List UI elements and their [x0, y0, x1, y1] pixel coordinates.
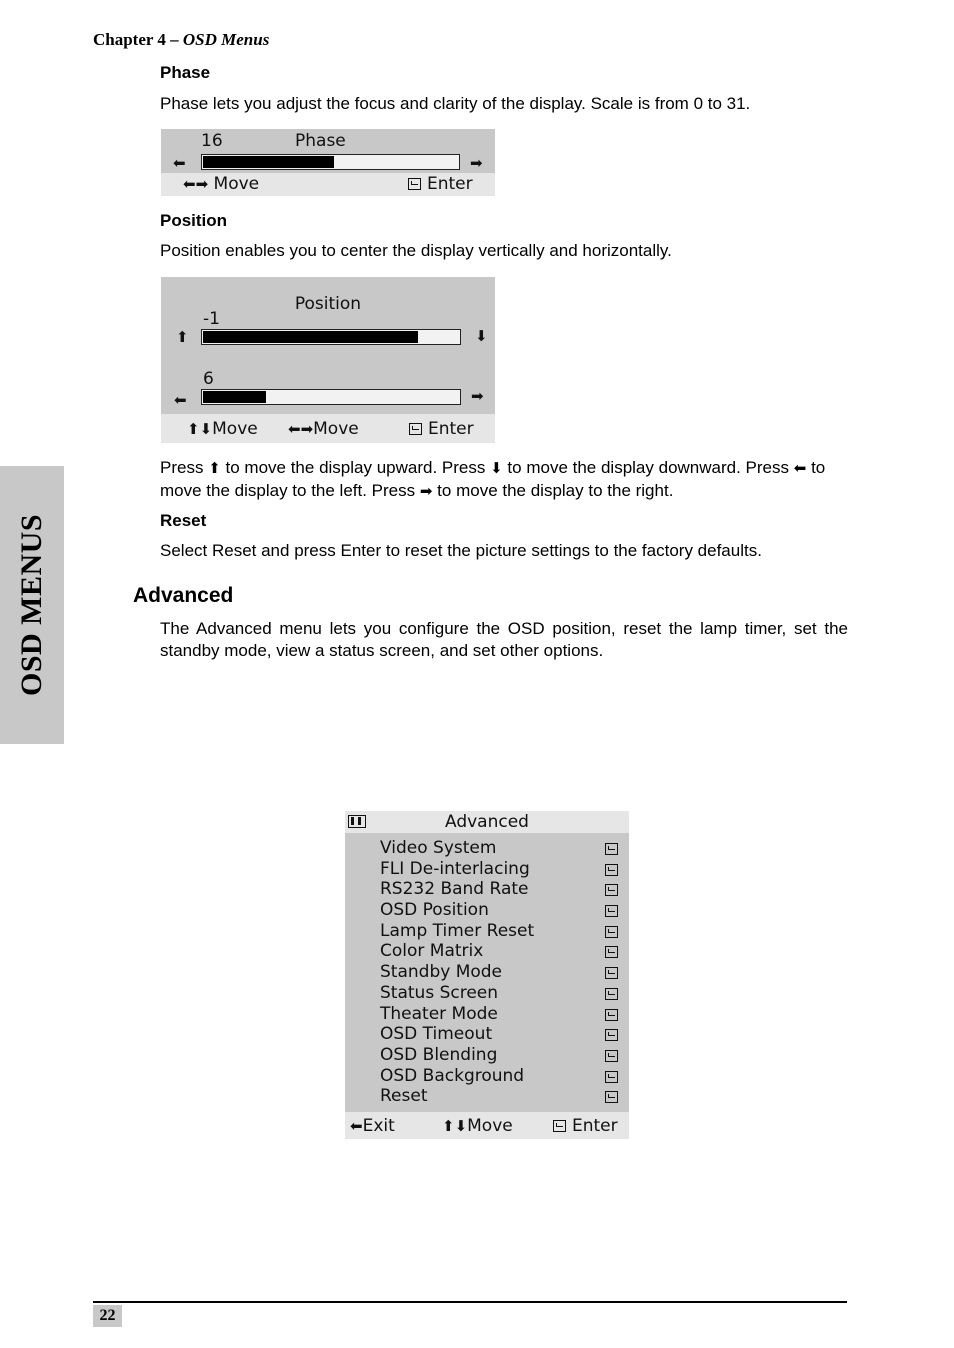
menu-item-label: OSD Background: [380, 1065, 525, 1086]
page-number: 22: [93, 1305, 122, 1327]
menu-item[interactable]: [380, 1045, 620, 1066]
instr-left: to move the display to the left. Press: [160, 458, 826, 500]
enter-icon: [408, 178, 421, 190]
footer-rule: [93, 1301, 847, 1303]
left-arrow-icon: ⬅: [174, 391, 187, 409]
enter-icon: [605, 926, 618, 938]
menu-item-label: Reset: [380, 1086, 428, 1107]
enter-icon: [605, 864, 618, 876]
menu-item-label: FLI De-interlacing: [380, 858, 530, 879]
up-down-arrows-icon: ⬆⬇: [442, 1117, 468, 1135]
exit-label: Exit: [362, 1116, 395, 1136]
position-enter-label: Enter: [428, 419, 474, 439]
side-tab: [0, 466, 64, 744]
phase-description: Phase lets you adjust the focus and clarity of the display. Scale is from 0 to 31.: [160, 94, 751, 113]
reset-heading: Reset: [160, 511, 207, 530]
enter-icon: [605, 988, 618, 1000]
vertical-slider-fill: [203, 331, 418, 343]
left-right-arrows-icon: ⬅➡: [288, 420, 314, 438]
exit-hint[interactable]: [350, 1116, 395, 1136]
menu-item-label: Color Matrix: [380, 941, 484, 962]
up-arrow-icon: ⬆: [208, 460, 221, 477]
menu-item[interactable]: [380, 1024, 620, 1045]
enter-icon: [605, 884, 618, 896]
down-arrow-icon: ⬇: [475, 327, 488, 345]
enter-icon: [409, 423, 422, 435]
menu-item[interactable]: [380, 962, 620, 983]
vertical-move-label: Move: [212, 419, 258, 439]
phase-heading: Phase: [160, 63, 211, 82]
left-arrow-icon: ⬅: [793, 460, 807, 477]
position-heading: Position: [160, 211, 228, 230]
phase-slider-fill: [203, 156, 334, 168]
menu-item[interactable]: [380, 921, 620, 942]
horizontal-value: 6: [203, 369, 214, 389]
advanced-menu-title-bar: [345, 811, 629, 833]
menu-item-label: OSD Timeout: [380, 1024, 493, 1045]
menu-item-label: Standby Mode: [380, 962, 503, 983]
instr-up: to move the display upward. Press: [225, 458, 486, 477]
menu-item[interactable]: [380, 1086, 620, 1107]
menu-item[interactable]: [380, 983, 620, 1004]
menu-item-label: Theater Mode: [380, 1003, 498, 1024]
phase-move-hint: [183, 174, 259, 194]
advanced-menu-footer: [345, 1112, 629, 1139]
menu-item[interactable]: [380, 859, 620, 880]
side-tab-label: OSD MENUS: [15, 513, 48, 697]
vertical-value: -1: [203, 309, 220, 329]
phase-osd-footer: [161, 173, 495, 196]
left-right-arrows-icon: ⬅➡: [183, 175, 209, 193]
menu-item-label: Lamp Timer Reset: [380, 920, 535, 941]
phase-slider[interactable]: [201, 154, 460, 170]
menu-item[interactable]: [380, 879, 620, 900]
advanced-menu-items: [380, 838, 620, 1107]
menu-item[interactable]: [380, 1066, 620, 1087]
horizontal-slider-fill: [203, 391, 266, 403]
position-osd-footer: [161, 414, 495, 443]
right-arrow-icon: ➡: [419, 483, 433, 500]
up-down-arrows-icon: ⬆⬇: [187, 420, 213, 438]
menu-item[interactable]: [380, 941, 620, 962]
move-hint: [442, 1116, 513, 1136]
chapter-label: Chapter 4 –: [93, 30, 179, 49]
enter-icon: [605, 1071, 618, 1083]
phase-value: 16: [201, 131, 223, 151]
enter-icon: [605, 843, 618, 855]
enter-icon: [605, 967, 618, 979]
menu-item[interactable]: [380, 838, 620, 859]
enter-icon: [605, 946, 618, 958]
enter-icon: [605, 1091, 618, 1103]
chapter-header: [93, 30, 269, 50]
enter-icon: [605, 1050, 618, 1062]
advanced-heading: Advanced: [133, 584, 234, 607]
vertical-slider[interactable]: [201, 329, 461, 345]
phase-move-label: Move: [213, 174, 260, 194]
menu-item-label: OSD Position: [380, 900, 489, 921]
enter-icon: [553, 1120, 566, 1132]
right-arrow-icon: ➡: [471, 387, 484, 405]
advanced-menu-title: Advanced: [445, 812, 529, 832]
position-osd-title: Position: [294, 294, 362, 314]
reset-description: Select Reset and press Enter to reset the picture settings to the factory defaults.: [160, 541, 762, 560]
phase-osd-panel: [161, 129, 495, 196]
advanced-menu: [345, 811, 629, 1139]
instr-right: to move the display to the right.: [437, 481, 674, 500]
position-description: Position enables you to center the display vertically and horizontally.: [160, 241, 672, 260]
menu-item[interactable]: [380, 900, 620, 921]
menu-item-label: Status Screen: [380, 982, 499, 1003]
instr-down: to move the display downward. Press: [507, 458, 790, 477]
position-osd-panel: [161, 277, 495, 443]
position-enter-hint: [409, 419, 474, 439]
horizontal-slider[interactable]: [201, 389, 461, 405]
up-arrow-icon: ⬆: [176, 328, 189, 346]
right-arrow-icon: ➡: [470, 154, 483, 172]
enter-label: Enter: [572, 1116, 618, 1136]
move-label: Move: [467, 1116, 513, 1136]
menu-item-label: RS232 Band Rate: [380, 879, 529, 900]
down-arrow-icon: ⬇: [490, 460, 503, 477]
menu-item-label: OSD Blending: [380, 1044, 498, 1065]
advanced-description: The Advanced menu lets you configure the OSD position, reset the lamp timer, set the standby mode, view a status screen, and set other options.: [160, 619, 848, 660]
left-arrow-icon: ⬅: [350, 1117, 363, 1135]
vertical-move-hint: [187, 419, 258, 439]
enter-icon: [605, 905, 618, 917]
phase-osd-title: Phase: [295, 131, 346, 151]
menu-item[interactable]: [380, 1004, 620, 1025]
enter-icon: [605, 1029, 618, 1041]
horizontal-move-hint: [288, 419, 359, 439]
horizontal-move-label: Move: [313, 419, 359, 439]
menu-item-label: Video System: [380, 838, 497, 858]
position-instructions: [160, 457, 850, 503]
instr-press: Press: [160, 458, 204, 477]
enter-icon: [605, 1009, 618, 1021]
phase-enter-label: Enter: [427, 174, 473, 194]
chapter-title: OSD Menus: [182, 30, 270, 49]
phase-enter-hint: [408, 174, 473, 194]
enter-hint[interactable]: [553, 1116, 618, 1136]
left-arrow-icon: ⬅: [173, 154, 186, 172]
